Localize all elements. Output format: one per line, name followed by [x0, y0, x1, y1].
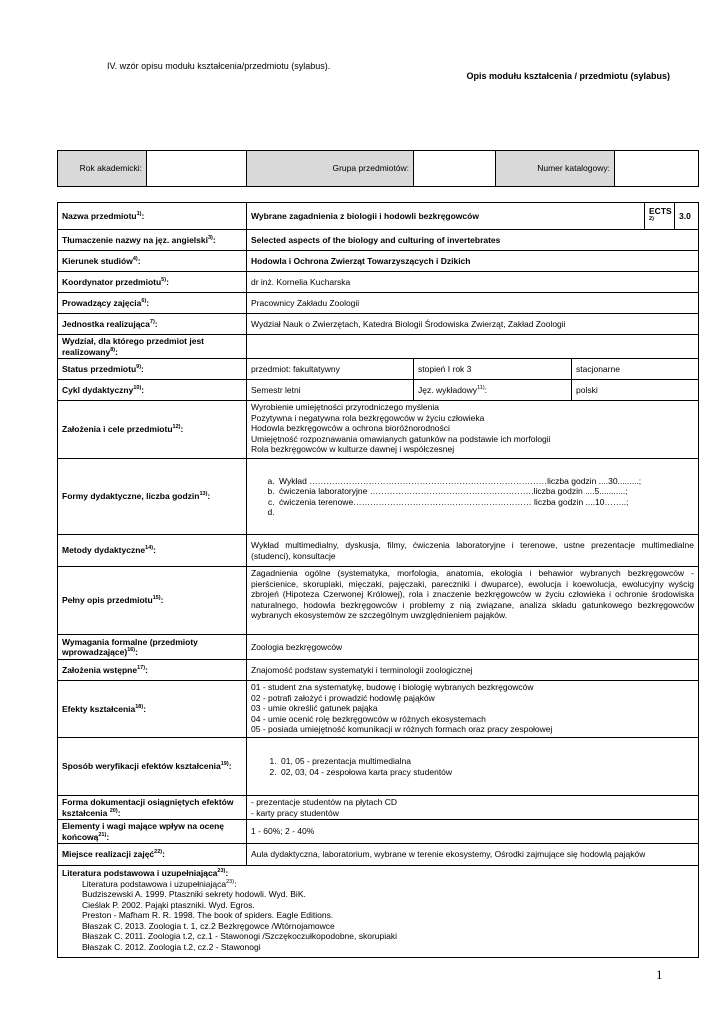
koordynator-label: Koordynator przedmiotu$^{5)}$:	[58, 272, 247, 293]
document-title: Opis modułu kształcenia / przedmiotu (sylabus)	[466, 71, 670, 81]
cykl-label: Cykl dydaktyczny$^{10)}$:	[58, 380, 247, 401]
forma-dokumentacji-value	[247, 796, 699, 820]
nazwa-label: Nazwa przedmiotu$^{1)}$:	[58, 203, 247, 230]
efekty-value	[247, 681, 699, 738]
jezyk-label: Jęz. wykładowy$^{11)}$:	[414, 380, 572, 401]
zalozenia-line: Rola bezkręgowców w kulturze dawnej i współczesnej	[251, 444, 455, 454]
efekt-line: 05 - posiada umiejętność komunikacji w różnych formach oraz pracy zespołowej	[251, 724, 553, 734]
miejsce-value: Aula dydaktyczna, laboratorium, wybrane w terenie ekosystemy, Ośrodki zajmujące się hodowlą pająków	[247, 844, 699, 866]
zalozenia-label: Założenia i cele przedmiotu$^{12)}$:	[58, 401, 247, 459]
literatura-sublabel: Literatura podstawowa i uzupełniająca$^{23)}$:	[82, 878, 237, 889]
formy-value	[247, 459, 699, 535]
forma-line: - prezentacje studentów na płytach CD	[251, 797, 397, 807]
kierunek-value: Hodowla i Ochrona Zwierząt Towarzyszących i Dzikich	[247, 251, 699, 272]
literatura-label: Literatura podstawowa i uzupełniająca$^{23)}$:	[62, 868, 229, 878]
zalozenia-wstepne-label: Założenia wstępne$^{17)}$:	[58, 660, 247, 681]
elementy-wagi-value: 1 - 60%; 2 - 40%	[247, 820, 699, 844]
row-nazwa	[58, 203, 699, 230]
status-tryb: stacjonarne	[572, 359, 699, 380]
forma-line: - karty pracy studentów	[251, 807, 339, 818]
efekt-line: 04 - umie ocenić rolę bezkręgowców w różnych ekosystemach	[251, 713, 486, 724]
page-number: 1	[656, 967, 663, 982]
sposob-item: 2. 02, 03, 04 - zespołowa karta pracy studentów	[279, 767, 694, 778]
literatura-item: Preston - Mafham R. R. 1998. The book of spiders. Eagle Editions.	[82, 910, 334, 920]
literatura-item: Cieślak P. 2002. Pająki ptaszniki. Wyd. Egros.	[82, 899, 255, 910]
koordynator-value: dr inż. Kornelia Kucharska	[247, 272, 699, 293]
metody-label: Metody dydaktyczne$^{14)}$:	[58, 535, 247, 567]
rok-akademicki-label: Rok akademicki:	[58, 151, 147, 187]
literatura-item: Błaszak C. 2012. Zoologia t.2, cz.2 - Stawonogi	[82, 941, 261, 952]
literatura-item: Budziszewski A. 1999. Ptaszniki sekrety hodowli. Wyd. BiK.	[82, 889, 306, 899]
wymagania-value: Zoologia bezkręgowców	[247, 635, 699, 660]
literatura-cell	[58, 866, 699, 958]
metody-value: Wykład multimedialny, dyskusja, filmy, ćwiczenia laboratoryjne i terenowe, ustne prezentacje multimedialne (studenci), konsultacje	[247, 535, 699, 567]
zalozenia-line: Wyrobienie umiejętności przyrodniczego myślenia	[251, 402, 439, 412]
cykl-value: Semestr letni	[247, 380, 414, 401]
elementy-wagi-label: Elementy i wagi mające wpływ na ocenę końcową$^{21)}$:	[58, 820, 247, 844]
jednostka-label: Jednostka realizująca$^{7)}$:	[58, 314, 247, 335]
sposob-item: 1. 01, 05 - prezentacja multimedialna	[279, 756, 694, 767]
prowadzacy-value: Pracownicy Zakładu Zoologii	[247, 293, 699, 314]
zalozenia-line: Pozytywna i negatywna rola bezkręgowców w życiu człowieka	[251, 412, 485, 423]
wydzial-value	[247, 335, 699, 359]
pelny-opis-label: Pełny opis przedmiotu$^{15)}$:	[58, 567, 247, 635]
formy-item: a. Wykład …………………………………………………………………………liczba godzin ....30.........;	[277, 476, 694, 487]
zalozenia-line: Umiejętność rozpoznawania omawianych gatunków na podstawie ich morfologii	[251, 433, 551, 444]
wymagania-label: Wymagania formalne (przedmioty wprowadzające)$^{16)}$:	[58, 635, 247, 660]
miejsce-label: Miejsce realizacji zajęć$^{22)}$:	[58, 844, 247, 866]
pelny-opis-value: Zagadnienia ogólne (systematyka, morfologia, anatomia, ekologia i behawior wybranych bezkręgowców - pierścienice, skorupiaki, mięczaki, pajęczaki, pareczniki i dwuparce), ewolucja i koewolucja, ewolucyjny wyścig zbrojeń (Hipoteza Czerwonej Królowej), rola i znaczenie bezkręgowców w życiu człowieka i ochronie środowiska naturalnego, hodowla bezkręgowców i problemy z nią związane, analiza składu gatunkowego bezkręgowców wybranych ekosystemów ze szczególnym uwzględnieniem pająków.	[247, 567, 699, 635]
ects-label: ECTS $^{2)}$	[645, 203, 675, 230]
grupa-przedmiotow-value[interactable]	[414, 151, 496, 187]
formy-label: Formy dydaktyczne, liczba godzin$^{13)}$:	[58, 459, 247, 535]
jednostka-value: Wydział Nauk o Zwierzętach, Katedra Biologii Środowiska Zwierząt, Zakład Zoologii	[247, 314, 699, 335]
wydzial-label: Wydział, dla którego przedmiot jest realizowany$^{8)}$:	[58, 335, 247, 359]
efekty-label: Efekty kształcenia$^{18)}$:	[58, 681, 247, 738]
kierunek-label: Kierunek studiów$^{4)}$:	[58, 251, 247, 272]
prowadzacy-label: Prowadzący zajęcia$^{6)}$:	[58, 293, 247, 314]
formy-item: b. ćwiczenia laboratoryjne ………………………………………………….liczba godzin ....5...........;	[277, 486, 694, 497]
zalozenia-value	[247, 401, 699, 459]
literatura-item: Błaszak C. 2011. Zoologia t.2, cz.1 - Stawonogi /Szczękoczułkopodobne, skorupiaki	[82, 931, 397, 941]
tlumaczenie-value: Selected aspects of the biology and culturing of invertebrates	[247, 230, 699, 251]
top-info-table	[57, 150, 699, 187]
status-stopien: stopień I rok 3	[414, 359, 572, 380]
efekt-line: 03 - umie określić gatunek pająka	[251, 703, 378, 713]
course-table	[57, 202, 699, 958]
zalozenia-wstepne-value: Znajomość podstaw systematyki i terminologii zoologicznej	[247, 660, 699, 681]
efekt-line: 01 - student zna systematykę, budowę i biologię wybranych bezkręgowców	[251, 682, 534, 692]
numer-katalogowy-label: Numer katalogowy:	[496, 151, 615, 187]
formy-item: c. ćwiczenia terenowe……………………………………………………… liczba godzin ....10……..;	[277, 497, 694, 508]
status-value: przedmiot: fakultatywny	[247, 359, 414, 380]
literatura-item: Błaszak C. 2013. Zoologia t. 1, cz.2 Bezkręgowce /Wtórnojamowce	[82, 920, 335, 931]
status-label: Status przedmiotu$^{9)}$:	[58, 359, 247, 380]
formy-item	[277, 507, 694, 518]
efekt-line: 02 - potrafi założyć i prowadzić hodowlę pająków	[251, 692, 435, 703]
ects-value: 3.0	[675, 203, 699, 230]
jezyk-value: polski	[572, 380, 699, 401]
forma-dokumentacji-label: Forma dokumentacji osiągniętych efektów kształcenia $^{20)}$:	[58, 796, 247, 820]
grupa-przedmiotow-label: Grupa przedmiotów:	[247, 151, 414, 187]
rok-akademicki-value[interactable]	[147, 151, 247, 187]
sposob-weryfikacji-value	[247, 738, 699, 796]
zalozenia-line: Hodowla bezkręgowców a ochrona bioróżnorodności	[251, 423, 450, 433]
tlumaczenie-label: Tłumaczenie nazwy na jęz. angielski$^{3)}$:	[58, 230, 247, 251]
document-pretitle: IV. wzór opisu modułu kształcenia/przedmiotu (sylabus).	[107, 61, 331, 71]
numer-katalogowy-value[interactable]	[615, 151, 699, 187]
sposob-weryfikacji-label: Sposób weryfikacji efektów kształcenia$^{19)}$:	[58, 738, 247, 796]
nazwa-value: Wybrane zagadnienia z biologii i hodowli bezkręgowców	[247, 203, 645, 230]
